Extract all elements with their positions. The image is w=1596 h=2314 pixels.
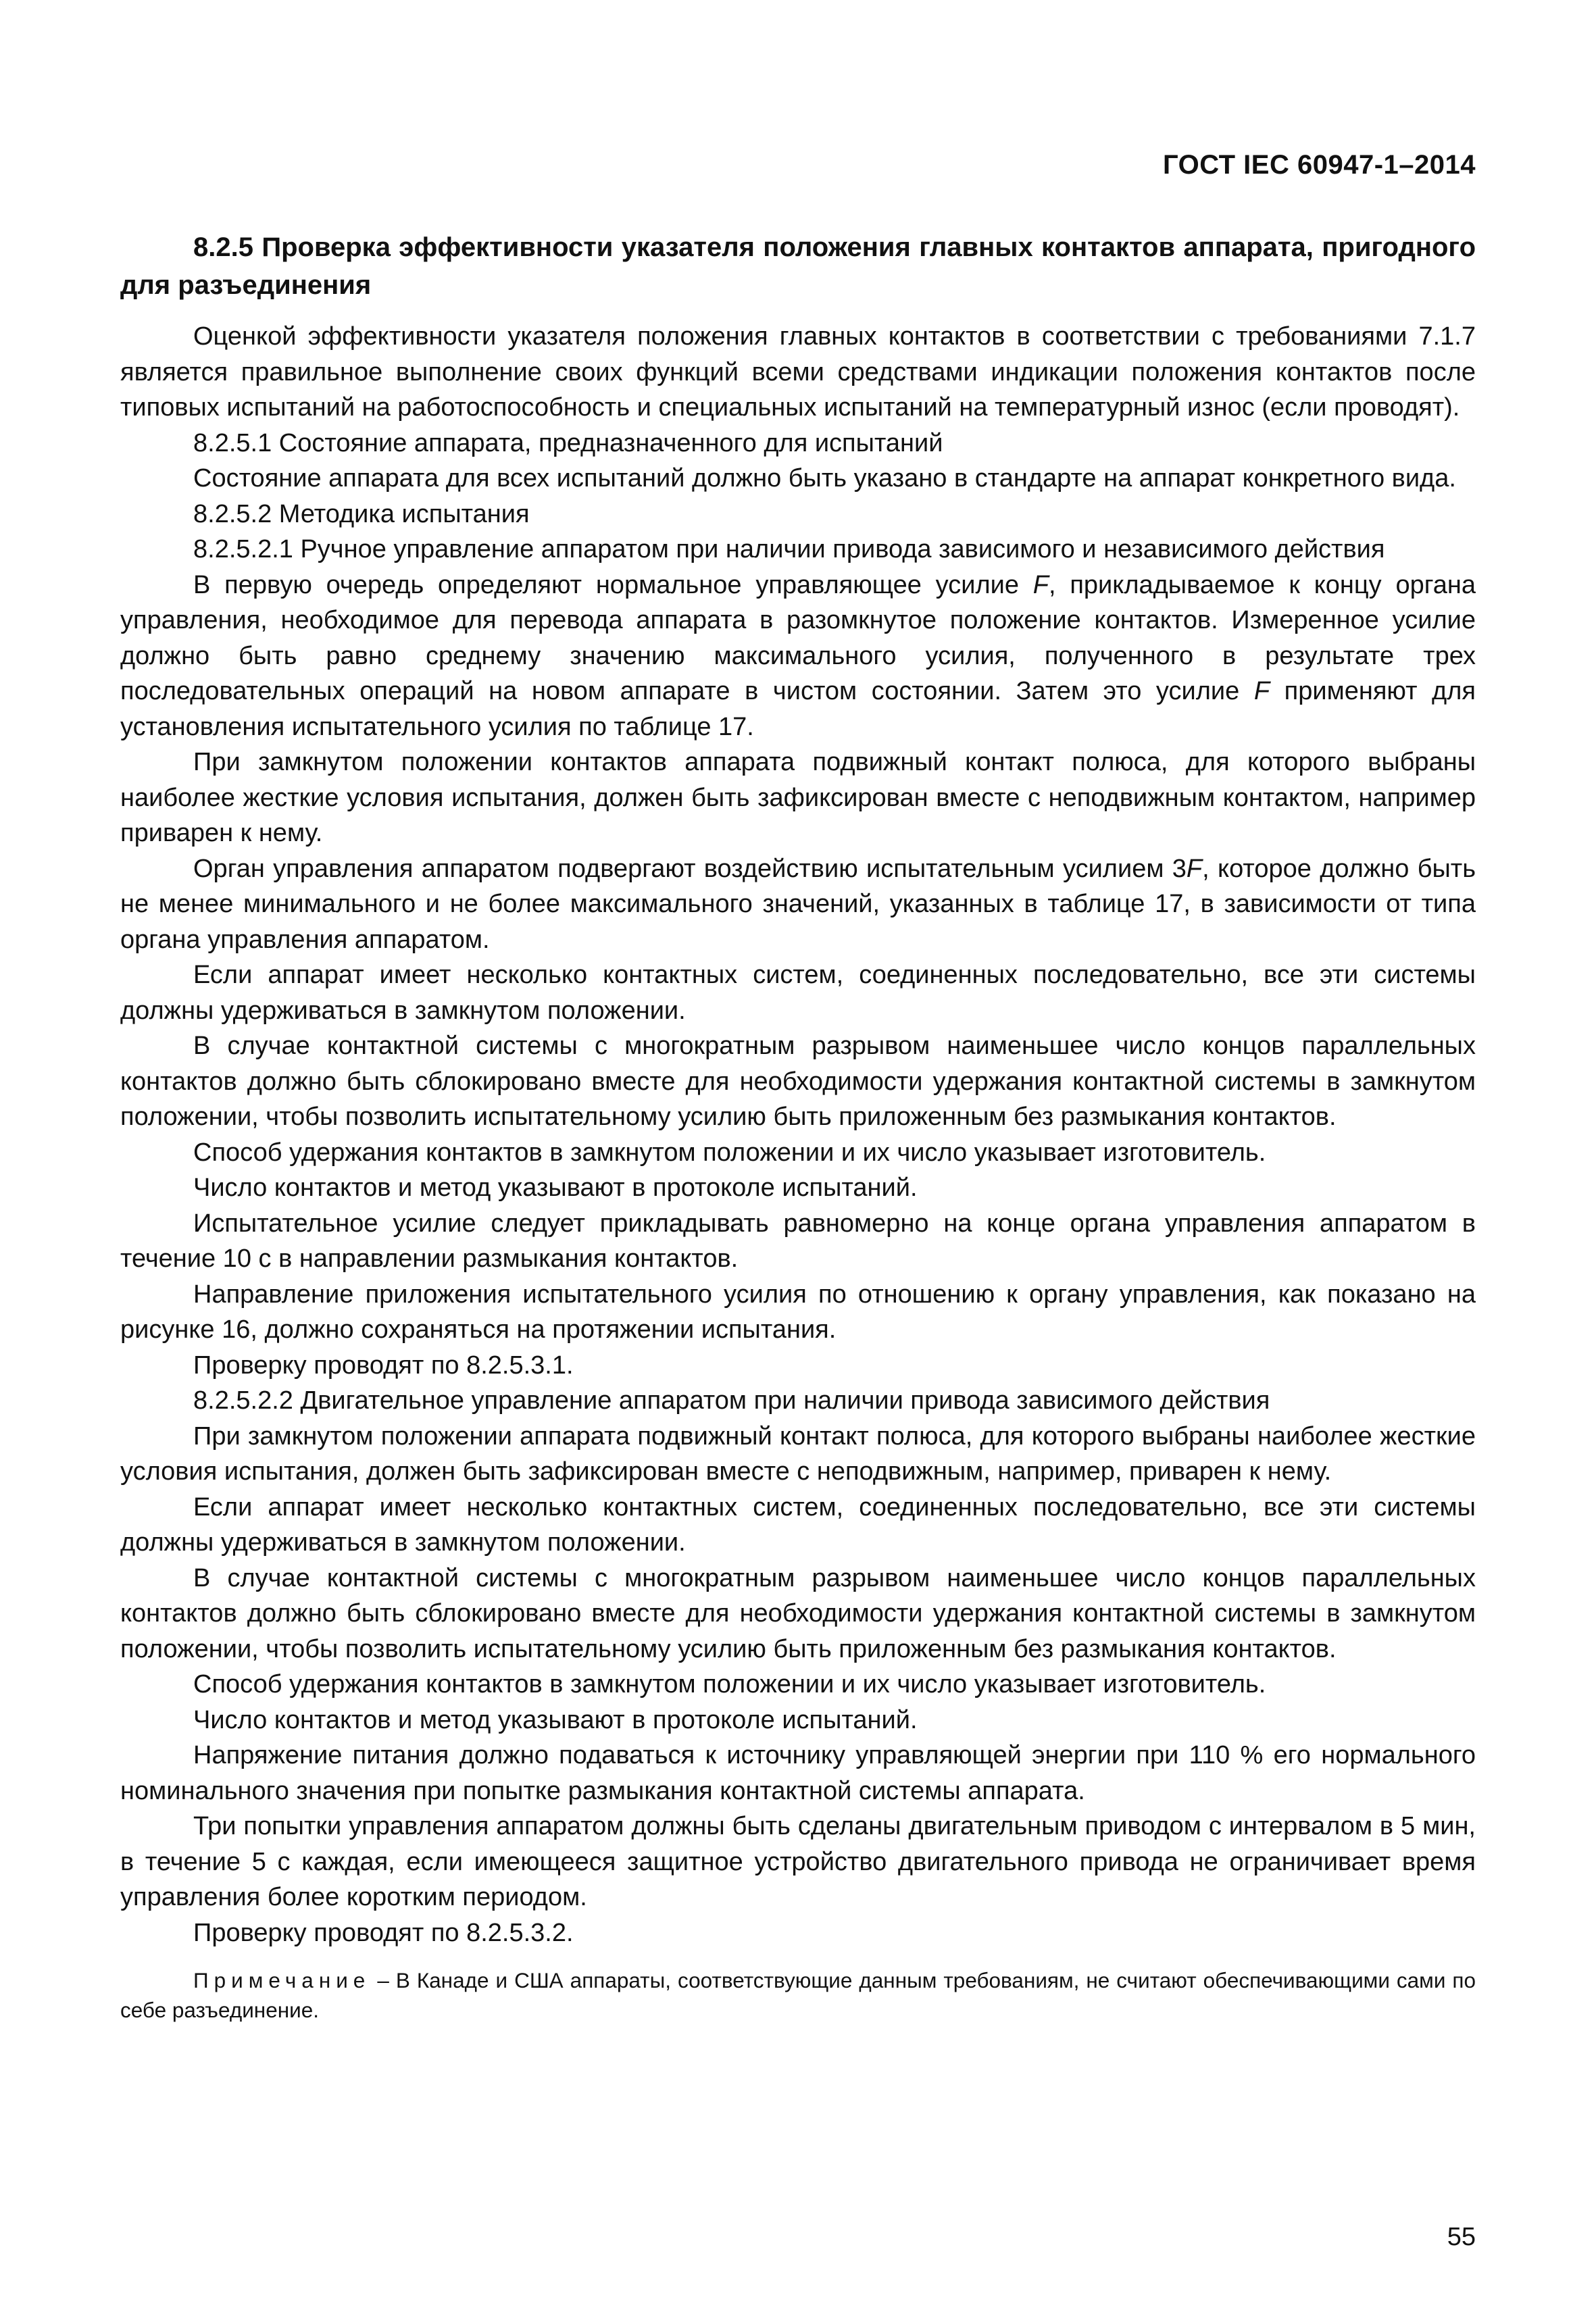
subsection-heading: 8.2.5.2 Методика испытания [193,499,530,528]
paragraph: В случае контактной системы с многократным разрывом наименьшее число концов параллельных контактов должно быть сблокировано вместе для необходимости удержания контактной системы в замкнутом положении, чтобы позволить испытательному усилию быть приложенным без размыкания контактов. [120,1032,1476,1131]
text-run: Орган управления аппаратом подвергают воздействию испытательным усилием 3 [193,854,1187,883]
paragraph: В случае контактной системы с многократным разрывом наименьшее число концов параллельных контактов должно быть сблокировано вместе для необходимости удержания контактной системы в замкнутом положении, чтобы позволить испытательному усилию быть приложенным без размыкания контактов. [120,1563,1476,1663]
page-number: 55 [1447,2223,1476,2251]
paragraph-test-force [120,851,1476,958]
subsection-heading: 8.2.5.2.2 Двигательное управление аппаратом при наличии привода зависимого действия [193,1386,1270,1415]
paragraph: Если аппарат имеет несколько контактных систем, соединенных последовательно, все эти системы должны удерживаться в замкнутом положении. [120,1492,1476,1557]
subsection-heading: 8.2.5.2.1 Ручное управление аппаратом при наличии привода зависимого и независимого действия [193,535,1385,563]
paragraph: Число контактов и метод указывают в протоколе испытаний. [193,1174,918,1202]
paragraph: Испытательное усилие следует прикладывать равномерно на конце органа управления аппаратом в течение 10 с в направлении размыкания контактов. [120,1209,1476,1273]
force-variable: F [1032,570,1049,599]
standard-code-header: ГОСТ IEC 60947-1–2014 [1162,150,1476,180]
note-text: – В Канаде и США аппараты, соответствующие данным требованиям, не считают обеспечивающими сами по себе разъединение. [120,1968,1476,2022]
paragraph: При замкнутом положении контактов аппарата подвижный контакт полюса, для которого выбраны наиболее жесткие условия испытания, должен быть зафиксирован вместе с неподвижным контактом, например приварен к нему. [120,748,1476,847]
paragraph: Если аппарат имеет несколько контактных систем, соединенных последовательно, все эти системы должны удерживаться в замкнутом положении. [120,961,1476,1025]
paragraph: Способ удержания контактов в замкнутом положении и их число указывает изготовитель. [193,1138,1266,1167]
subsection-heading: 8.2.5.1 Состояние аппарата, предназначенного для испытаний [193,428,943,457]
document-body [120,228,1476,2025]
paragraph: Направление приложения испытательного усилия по отношению к органу управления, как показано на рисунке 16, должно сохраняться на протяжении испытания. [120,1280,1476,1344]
paragraph: Проверку проводят по 8.2.5.3.2. [193,1918,574,1947]
text-run: , прикладываемое к концу органа управления, необходимое для перевода аппарата в разомкнутое положение контактов. Измеренное усилие должно быть равно среднему значению максимального усилия, полученного в результате трех последовательных операций на новом аппарате в чистом состоянии. Затем это усилие [120,570,1476,705]
force-variable: F [1253,677,1270,705]
paragraph: Способ удержания контактов в замкнутом положении и их число указывает изготовитель. [193,1670,1266,1699]
text-run: В первую очередь определяют нормальное управляющее усилие [193,570,1033,599]
paragraph: Состояние аппарата для всех испытаний должно быть указано в стандарте на аппарат конкретного вида. [193,464,1456,493]
note [120,1965,1476,2025]
paragraph: Напряжение питания должно подаваться к источнику управляющей энергии при 110 % его нормального номинального значения при попытке размыкания контактной системы аппарата. [120,1741,1476,1805]
paragraph: Три попытки управления аппаратом должны быть сделаны двигательным приводом с интервалом в 5 мин, в течение 5 с каждая, если имеющееся защитное устройство двигательного привода не ограничивает время управления более коротким периодом. [120,1812,1476,1911]
paragraph-force [120,568,1476,745]
section-title: 8.2.5 Проверка эффективности указателя положения главных контактов аппарата, пригодного для разъединения [120,232,1476,300]
paragraph: При замкнутом положении аппарата подвижный контакт полюса, для которого выбраны наиболее жесткие условия испытания, должен быть зафиксирован вместе с неподвижным, например, приварен к нему. [120,1422,1476,1486]
paragraph: Число контактов и метод указывают в протоколе испытаний. [193,1705,918,1734]
paragraph: Проверку проводят по 8.2.5.3.1. [193,1351,574,1380]
text-run: , которое должно быть не менее минимального и не более максимального значений, указанных в таблице 17, в зависимости от типа органа управления аппаратом. [120,854,1476,954]
force-variable: F [1186,854,1203,883]
paragraph: Оценкой эффективности указателя положения главных контактов в соответствии с требованиями 7.1.7 является правильное выполнение своих функций всеми средствами индикации положения контактов после типовых испытаний на работоспособность и специальных испытаний на температурный износ (если проводят). [120,322,1476,422]
note-label: Примечание [193,1968,371,1992]
text-run: применяют для установления испытательного усилия по таблице 17. [120,677,1476,741]
